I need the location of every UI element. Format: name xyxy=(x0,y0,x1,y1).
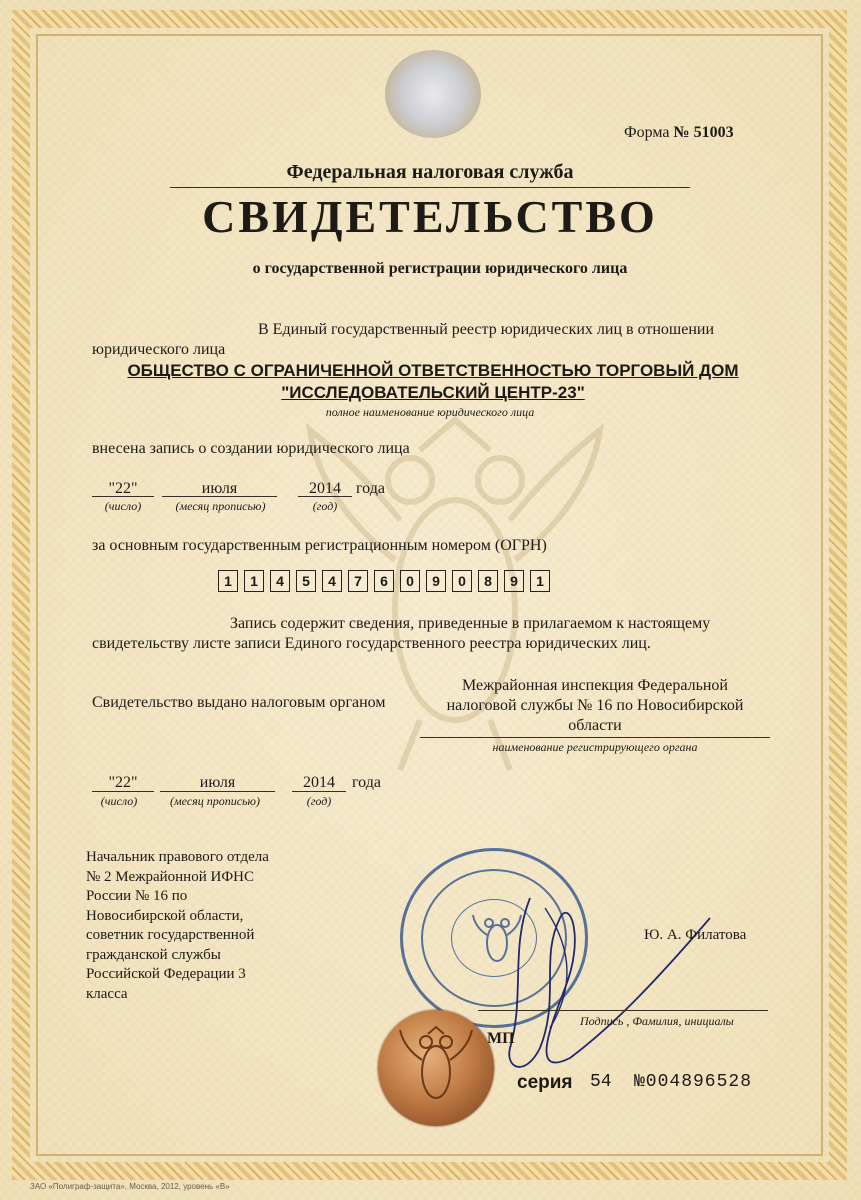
copper-seal-icon xyxy=(378,1010,494,1126)
ogrn-digit: 1 xyxy=(530,570,550,592)
handwritten-signature-icon xyxy=(470,878,730,1088)
page-subtitle: о государственной регистрации юридического лица xyxy=(252,260,628,277)
issuer-caption: наименование регистрирующего органа xyxy=(492,740,698,754)
serial-number: №004896528 xyxy=(634,1072,753,1092)
ogrn-digit: 0 xyxy=(452,570,472,592)
date2-day-line xyxy=(92,791,154,792)
ogrn-digit: 1 xyxy=(244,570,264,592)
date2-day: "22" xyxy=(108,774,138,791)
form-label: Форма xyxy=(624,124,670,141)
intro-line-1: В Единый государственный реестр юридических лиц в отношении xyxy=(258,321,715,338)
seal-eagle-icon xyxy=(396,1026,476,1110)
ogrn-digit: 1 xyxy=(218,570,238,592)
mp-label: МП xyxy=(487,1030,515,1047)
ogrn-digit: 4 xyxy=(270,570,290,592)
signer-name: Ю. А. Филатова xyxy=(644,927,747,943)
official-line: Начальник правового отдела xyxy=(86,849,269,865)
ogrn-digit: 4 xyxy=(322,570,342,592)
date2-month: июля xyxy=(199,774,236,791)
signature-line xyxy=(478,1010,768,1011)
date1-month-caption: (месяц прописью) xyxy=(175,499,266,513)
date1-month-line xyxy=(162,496,277,497)
issuer-line-3: области xyxy=(568,717,622,734)
date2-year: 2014 xyxy=(303,774,335,791)
issuer-underline xyxy=(420,737,770,738)
ogrn-digit: 0 xyxy=(400,570,420,592)
date1-year-line xyxy=(298,496,352,497)
official-line: гражданской службы xyxy=(86,946,221,963)
date2-day-caption: (число) xyxy=(100,794,138,808)
ogrn-digit: 6 xyxy=(374,570,394,592)
official-line: класса xyxy=(86,985,128,1002)
printer-footer: ЗАО «Полиграф-защита», Москва, 2012, уровень «В» xyxy=(30,1182,230,1191)
official-line: Российской Федерации 3 xyxy=(86,966,246,982)
ogrn-digit: 9 xyxy=(504,570,524,592)
date1-day: "22" xyxy=(108,480,138,497)
date1-month: июля xyxy=(201,480,238,497)
date1-day-caption: (число) xyxy=(104,499,142,513)
date2-month-line xyxy=(160,791,275,792)
date1-year-caption: (год) xyxy=(312,499,338,513)
official-line: советник государственной xyxy=(86,927,255,943)
date1-day-line xyxy=(92,496,154,497)
company-name-caption: полное наименование юридического лица xyxy=(325,405,535,419)
series-label: серия xyxy=(517,1072,573,1093)
company-name-line-1: ОБЩЕСТВО С ОГРАНИЧЕННОЙ ОТВЕТСТВЕННОСТЬЮ ТОРГОВЫЙ ДОМ xyxy=(127,361,739,380)
official-line: № 2 Межрайонной ИФНС xyxy=(86,868,255,885)
entry-text: внесена запись о создании юридического лица xyxy=(92,440,410,457)
ogrn-digit: 7 xyxy=(348,570,368,592)
issuer-line-2: налоговой службы № 16 по Новосибирской xyxy=(446,697,744,714)
page-title: СВИДЕТЕЛЬСТВО xyxy=(202,191,658,242)
hologram-emblem-icon xyxy=(385,50,481,138)
form-number xyxy=(624,124,734,142)
signature-caption: Подпись , Фамилия, инициалы xyxy=(580,1014,734,1028)
record-line-2: свидетельству листе записи Единого государственного реестра юридических лиц. xyxy=(92,635,651,652)
date2-year-word: года xyxy=(352,774,381,791)
agency-underline xyxy=(170,187,690,188)
ogrn-label: за основным государственным регистрационным номером (ОГРН) xyxy=(92,537,547,554)
official-title xyxy=(86,848,316,1004)
date1-year-word: года xyxy=(356,480,385,497)
company-name-line-2: "ИССЛЕДОВАТЕЛЬСКИЙ ЦЕНТР-23" xyxy=(281,383,585,402)
ogrn-digit: 8 xyxy=(478,570,498,592)
form-number-value: № 51003 xyxy=(673,124,734,141)
ogrn-digit: 5 xyxy=(296,570,316,592)
issued-label: Свидетельство выдано налоговым органом xyxy=(92,694,386,711)
issuer-line-1: Межрайонная инспекция Федеральной xyxy=(462,677,728,694)
official-line: Новосибирской области, xyxy=(86,907,244,924)
agency-name: Федеральная налоговая служба xyxy=(286,161,574,183)
series-value: 54 xyxy=(590,1072,612,1092)
ogrn-digit: 9 xyxy=(426,570,446,592)
record-line-1: Запись содержит сведения, приведенные в прилагаемом к настоящему xyxy=(230,615,711,632)
official-line: России № 16 по xyxy=(86,888,188,904)
date2-year-line xyxy=(292,791,346,792)
date1-year: 2014 xyxy=(309,480,341,497)
intro-line-2: юридического лица xyxy=(92,341,226,358)
date2-month-caption: (месяц прописью) xyxy=(170,794,260,808)
date2-year-caption: (год) xyxy=(306,794,332,808)
